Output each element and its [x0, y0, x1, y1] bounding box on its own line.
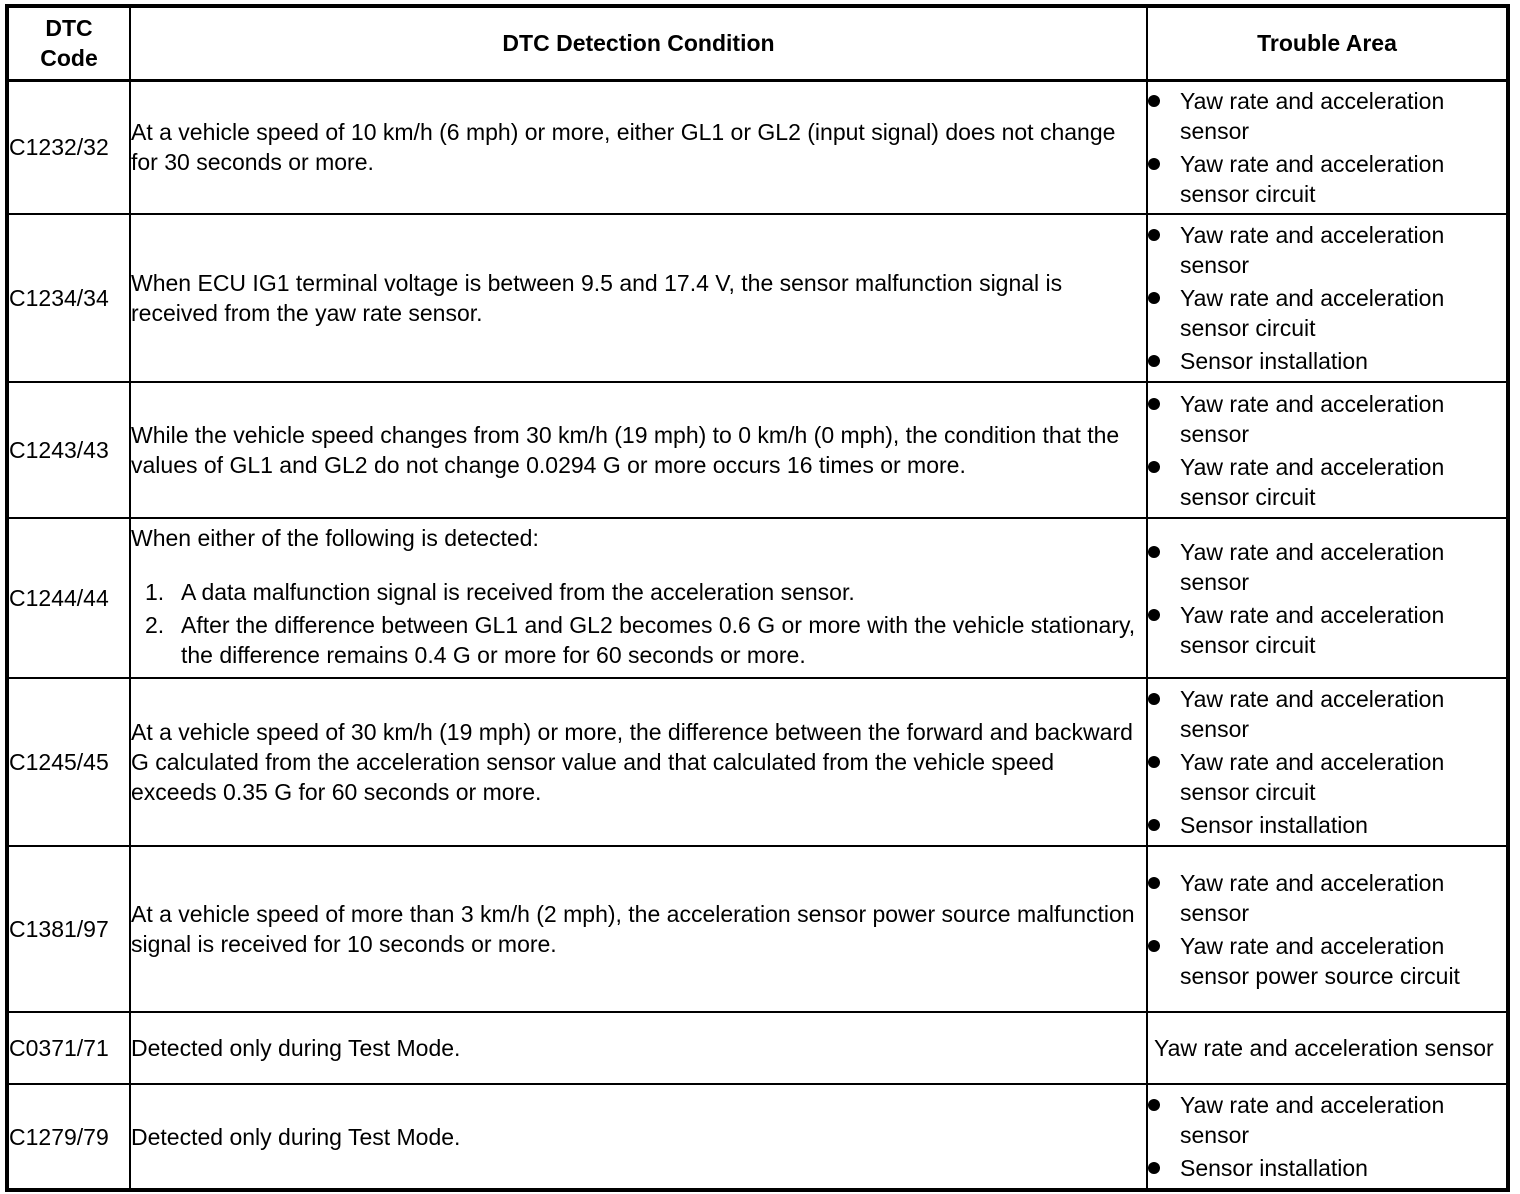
trouble-area-cell [1147, 1084, 1507, 1189]
trouble-area-item: Yaw rate and acceleration sensor [1148, 86, 1506, 146]
dtc-code-cell: C1232/32 [8, 80, 130, 214]
trouble-area-item: Sensor installation [1148, 1153, 1506, 1183]
bullet-icon [1148, 756, 1160, 768]
trouble-area-item: Yaw rate and acceleration sensor circuit [1148, 149, 1506, 209]
dtc-code-cell: C1381/97 [8, 846, 130, 1012]
condition-intro: When either of the following is detected: [131, 525, 539, 551]
detection-condition-cell: At a vehicle speed of more than 3 km/h (2 mph), the acceleration sensor power source malfunction signal is received for 10 seconds or more. [130, 846, 1147, 1012]
trouble-area-cell [1147, 846, 1507, 1012]
condition-steps [131, 577, 1146, 670]
trouble-area-item: Yaw rate and acceleration sensor [1148, 389, 1506, 449]
trouble-area-item: Yaw rate and acceleration sensor power source circuit [1148, 931, 1506, 991]
trouble-area-item: Sensor installation [1148, 810, 1506, 840]
trouble-area-list [1148, 537, 1506, 660]
bullet-icon [1148, 158, 1160, 170]
trouble-area-item: Yaw rate and acceleration sensor circuit [1148, 747, 1506, 807]
table-row [8, 518, 1507, 678]
dtc-code-cell: C1279/79 [8, 1084, 130, 1189]
trouble-area-cell [1147, 80, 1507, 214]
trouble-area-cell [1147, 214, 1507, 382]
trouble-area-list [1148, 868, 1506, 991]
dtc-code-cell: C1243/43 [8, 382, 130, 518]
trouble-area-item: Yaw rate and acceleration sensor [1148, 537, 1506, 597]
dtc-table [7, 6, 1508, 1190]
table-row [8, 1084, 1507, 1189]
trouble-area-list [1148, 684, 1506, 840]
trouble-area-cell [1147, 678, 1507, 846]
trouble-area-item: Yaw rate and acceleration sensor circuit [1148, 600, 1506, 660]
bullet-icon [1148, 461, 1160, 473]
detection-condition-cell: Detected only during Test Mode. [130, 1084, 1147, 1189]
trouble-area-cell: Yaw rate and acceleration sensor [1147, 1012, 1507, 1084]
detection-condition-cell: When ECU IG1 terminal voltage is between 9.5 and 17.4 V, the sensor malfunction signal is received from the yaw rate sensor. [130, 214, 1147, 382]
header-trouble-area: Trouble Area [1147, 7, 1507, 80]
header-detection-condition: DTC Detection Condition [130, 7, 1147, 80]
bullet-icon [1148, 1099, 1160, 1111]
bullet-icon [1148, 398, 1160, 410]
trouble-area-list [1148, 389, 1506, 512]
dtc-code-cell: C1234/34 [8, 214, 130, 382]
table-row [8, 846, 1507, 1012]
bullet-icon [1148, 819, 1160, 831]
condition-step: 2. After the difference between GL1 and GL2 becomes 0.6 G or more with the vehicle stationary, the difference remains 0.4 G or more for 60 seconds or more. [145, 612, 1136, 668]
bullet-icon [1148, 693, 1160, 705]
bullet-icon [1148, 355, 1160, 367]
trouble-area-item: Yaw rate and acceleration sensor [1148, 684, 1506, 744]
table-row [8, 382, 1507, 518]
trouble-area-cell [1147, 382, 1507, 518]
condition-step: 1. A data malfunction signal is received from the acceleration sensor. [145, 579, 855, 605]
trouble-area-list [1148, 1090, 1506, 1183]
detection-condition-cell: While the vehicle speed changes from 30 km/h (19 mph) to 0 km/h (0 mph), the condition that the values of GL1 and GL2 do not change 0.0294 G or more occurs 16 times or more. [130, 382, 1147, 518]
detection-condition-cell: Detected only during Test Mode. [130, 1012, 1147, 1084]
table-row [8, 214, 1507, 382]
table-row [8, 1012, 1507, 1084]
bullet-icon [1148, 229, 1160, 241]
bullet-icon [1148, 609, 1160, 621]
dtc-code-cell: C1244/44 [8, 518, 130, 678]
trouble-area-item: Yaw rate and acceleration sensor [1148, 1090, 1506, 1150]
trouble-area-item: Yaw rate and acceleration sensor [1148, 868, 1506, 928]
trouble-area-list [1148, 220, 1506, 376]
bullet-icon [1148, 292, 1160, 304]
detection-condition-cell: At a vehicle speed of 10 km/h (6 mph) or more, either GL1 or GL2 (input signal) does not change for 30 seconds or more. [130, 80, 1147, 214]
trouble-area-list [1148, 86, 1506, 209]
table-row [8, 80, 1507, 214]
header-row [8, 7, 1507, 80]
header-dtc-code: DTC Code [8, 7, 130, 80]
trouble-area-item: Sensor installation [1148, 346, 1506, 376]
dtc-code-cell: C0371/71 [8, 1012, 130, 1084]
bullet-icon [1148, 1162, 1160, 1174]
detection-condition-cell [130, 518, 1147, 678]
bullet-icon [1148, 95, 1160, 107]
trouble-area-item: Yaw rate and acceleration sensor circuit [1148, 283, 1506, 343]
table-row [8, 678, 1507, 846]
trouble-area-item: Yaw rate and acceleration sensor [1148, 220, 1506, 280]
trouble-area-item: Yaw rate and acceleration sensor circuit [1148, 452, 1506, 512]
bullet-icon [1148, 546, 1160, 558]
trouble-area-cell [1147, 518, 1507, 678]
bullet-icon [1148, 940, 1160, 952]
detection-condition-cell: At a vehicle speed of 30 km/h (19 mph) or more, the difference between the forward and backward G calculated from the acceleration sensor value and that calculated from the vehicle speed exceeds 0.35 G for 60 seconds or more. [130, 678, 1147, 846]
dtc-code-cell: C1245/45 [8, 678, 130, 846]
bullet-icon [1148, 877, 1160, 889]
